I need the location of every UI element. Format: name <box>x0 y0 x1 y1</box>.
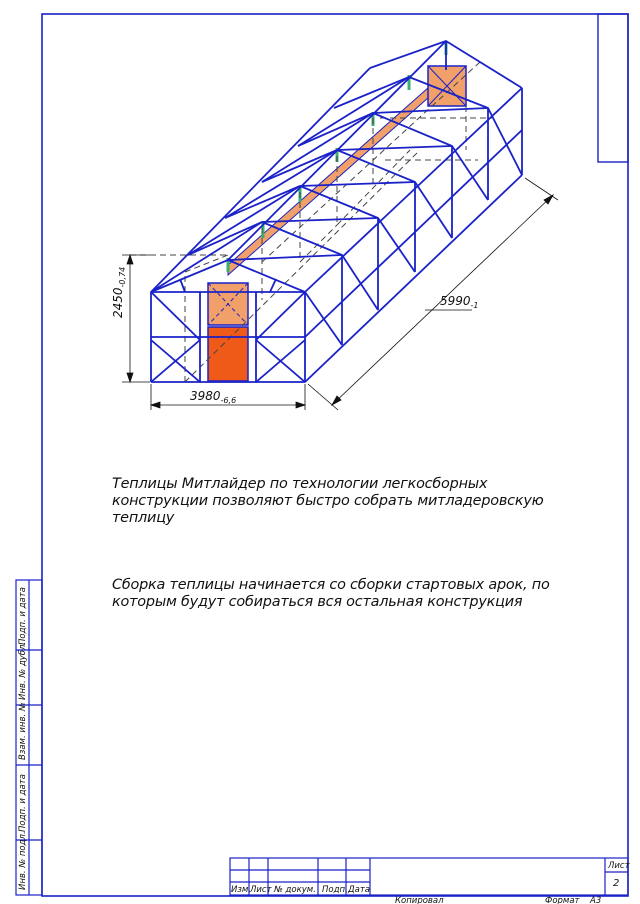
paragraph-assembly-line: Сборка теплицы начинается со сборки стартовых арок, по <box>112 577 550 593</box>
stamp-vzam-inv: Взам. инв. № <box>18 702 28 760</box>
dim-height-tol: -0,74 <box>118 266 127 288</box>
sheet-frame <box>42 14 628 896</box>
paragraph-intro-line: Теплицы Митлайдер по технологии легкосборных <box>112 476 488 492</box>
paragraph-intro-line: конструкции позволяют быстро собрать митладеровскую <box>112 493 544 509</box>
paragraph-intro <box>112 476 582 527</box>
stamp-inv-dubl: Инв. № дубл. <box>18 641 28 700</box>
sheet-number: 2 <box>613 878 620 889</box>
svg-text:5990-1 <box>440 294 479 310</box>
paragraph-intro-line: теплицу <box>112 510 175 526</box>
dim-length-value: 5990 <box>440 294 471 308</box>
sheet-label: Лист <box>608 861 630 871</box>
format-label: Формат <box>545 896 580 904</box>
svg-text:3980-6,6 <box>190 389 236 405</box>
format-value: А3 <box>590 896 602 904</box>
svg-text:2450-0,74 <box>111 267 127 318</box>
stamp-podp-data-2: Подп. и дата <box>18 587 28 645</box>
dim-width-tol: -6,6 <box>220 396 237 405</box>
dim-height-value: 2450 <box>111 287 125 318</box>
col-list: Лист <box>250 885 272 895</box>
dim-width-value: 3980 <box>190 389 221 403</box>
col-data: Дата <box>348 885 371 895</box>
paragraph-assembly-line: которым будут собираться вся остальная конструкция <box>112 594 523 610</box>
stamp-podp-data-1: Подп. и дата <box>18 774 28 832</box>
stamp-inv-podl: Инв. № подл. <box>18 831 28 890</box>
dim-length-tol: -1 <box>470 301 479 310</box>
copied-label: Копировал <box>395 896 444 904</box>
col-dokum: № докум. <box>274 885 316 895</box>
col-izm: Изм. <box>231 885 251 895</box>
col-podp: Подп. <box>322 885 348 895</box>
greenhouse-drawing <box>111 41 558 410</box>
paragraph-assembly <box>112 577 582 611</box>
